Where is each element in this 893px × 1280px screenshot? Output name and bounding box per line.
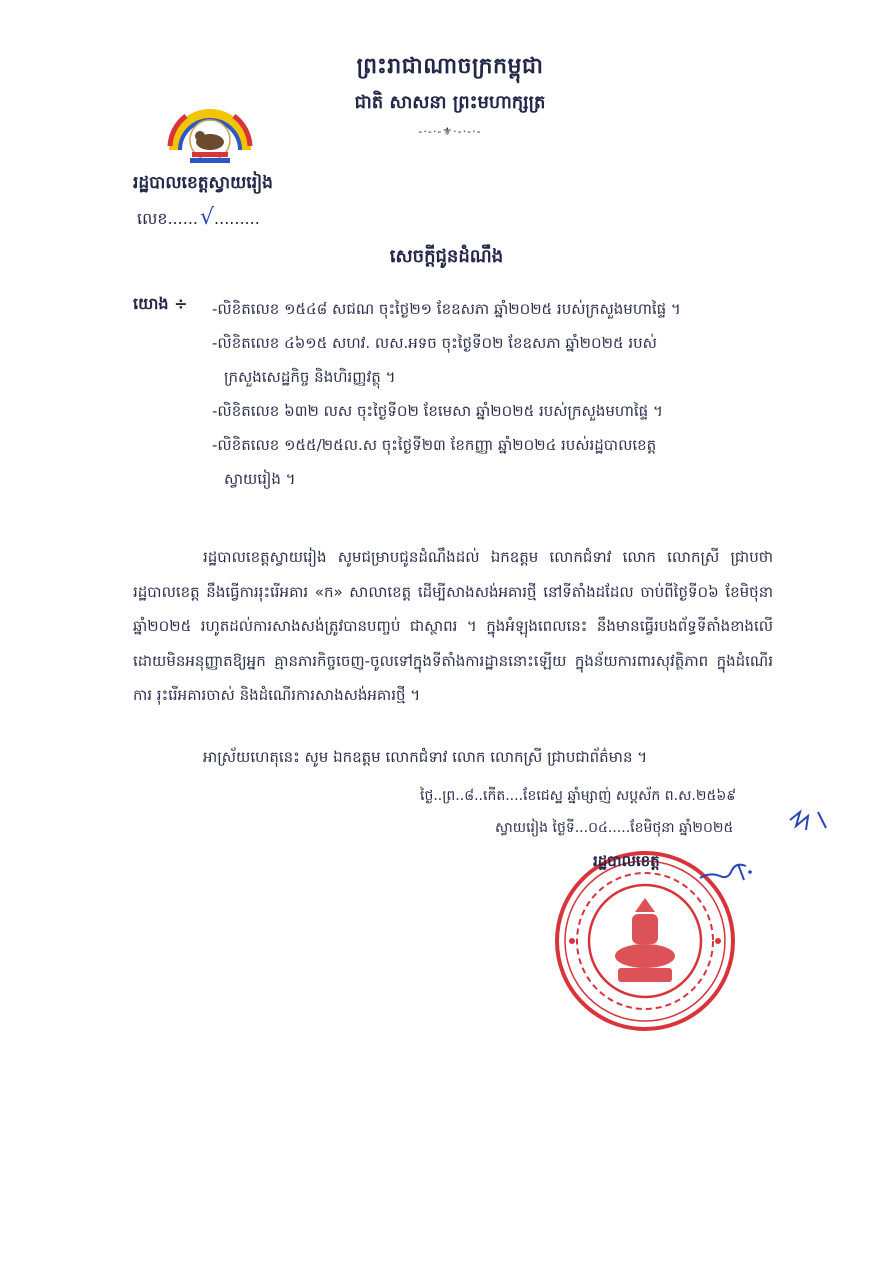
reference-line: -លិខិតលេខ ៦៣២ លស ចុះថ្ងៃទី០២ ខែមេសា ឆ្នាំ២០២៥ របស់ក្រសួងមហាផ្ទៃ ។	[212, 402, 663, 420]
reference-tail: .........	[214, 209, 260, 228]
reference-label: លេខ......	[137, 209, 198, 228]
letter-header	[300, 52, 600, 138]
solar-date: ស្វាយរៀង ថ្ងៃទី...០៤.....ខែមិថុនា ឆ្នាំ២០២៥	[495, 820, 734, 836]
reference-item	[212, 394, 772, 428]
references-label: យោង ÷	[133, 294, 188, 313]
reference-item	[212, 326, 772, 394]
header-ornament: -·-·-⚜·-·-·-	[418, 125, 482, 138]
signatory-title: រដ្ឋបាលខេត្ត	[593, 852, 660, 870]
closing-sentence: អាស្រ័យហេតុនេះ សូម ឯកឧត្តម លោកជំទាវ លោក លោកស្រី ជ្រាបជាព័ត៌មាន ។	[203, 748, 648, 766]
reference-line: -លិខិតលេខ ១៥៤៨ សជណ ចុះថ្ងៃ២១ ខែឧសភា ឆ្នាំ២០២៥ របស់ក្រសួងមហាផ្ទៃ ។	[212, 300, 681, 318]
reference-item	[212, 428, 772, 496]
reference-item	[212, 292, 772, 326]
national-motto: ជាតិ សាសនា ព្រះមហាក្សត្រ	[354, 92, 546, 113]
reference-line: -លិខិតលេខ ១៥៥/២៥ល.ស ចុះថ្ងៃទី២៣ ខែកញ្ញា ឆ្នាំ២០២៤ របស់រដ្ឋបាលខេត្ត	[212, 436, 657, 454]
handwritten-signature-icon	[640, 790, 840, 910]
document-title: សេចក្តីជូនដំណឹង	[389, 246, 504, 267]
references-list	[212, 292, 772, 496]
reference-line: -លិខិតលេខ ៤៦១៥ សហវ. លស.អទច ចុះថ្ងៃទី០២ ខែឧសភា ឆ្នាំ២០២៥ របស់	[212, 334, 657, 352]
reference-number	[137, 205, 260, 232]
kingdom-title: ព្រះរាជាណាចក្រកម្ពុជា	[356, 54, 544, 79]
reference-line-continued: ក្រសួងសេដ្ឋកិច្ច និងហិរញ្ញវត្ថុ ។	[224, 368, 396, 386]
reference-check-mark: √	[199, 205, 215, 230]
notice-body: រដ្ឋបាលខេត្តស្វាយរៀង សូមជម្រាបជូនដំណឹងដល់ ឯកឧត្តម លោកជំទាវ លោក លោកស្រី ជ្រាបថា រដ្ឋបាលខេត្ត នឹងធ្វើការរុះរើអគារ «ក» សាលាខេត្ត ដើម្បីសាងសង់អគារថ្មី នៅទីតាំងដដែល ចាប់ពីថ្ងៃទី០៦ ខែមិថុនា ឆ្នាំ២០២៥ រហូតដល់ការសាងសង់ត្រូវបានបញ្ចប់ ជាស្ថាពរ ។ ក្នុងអំឡុងពេលនេះ នឹងមានធ្វើរបងព័ទ្ធទីតាំងខាងលើ ដោយមិនអនុញ្ញាតឱ្យអ្នក គ្មានភារកិច្ចចេញ-ចូលទៅក្នុងទីតាំងការដ្ឋាននោះឡើយ ក្នុងន័យការពារសុវត្ថិភាព ក្នុងដំណើរការ រុះរើអគារចាស់ និងដំណើរការសាងសង់អគារថ្មី ។	[133, 548, 773, 704]
province-emblem-icon	[166, 98, 254, 170]
issuing-authority: រដ្ឋបាលខេត្តស្វាយរៀង	[133, 173, 273, 193]
reference-line-continued: ស្វាយរៀង ។	[224, 470, 296, 488]
lunar-date: ថ្ងៃ..ព្រ..៨..កើត....ខែជេស្ឋ ឆ្នាំម្សាញ់ សប្តស័ក ព.ស.២៥៦៩	[420, 788, 737, 804]
